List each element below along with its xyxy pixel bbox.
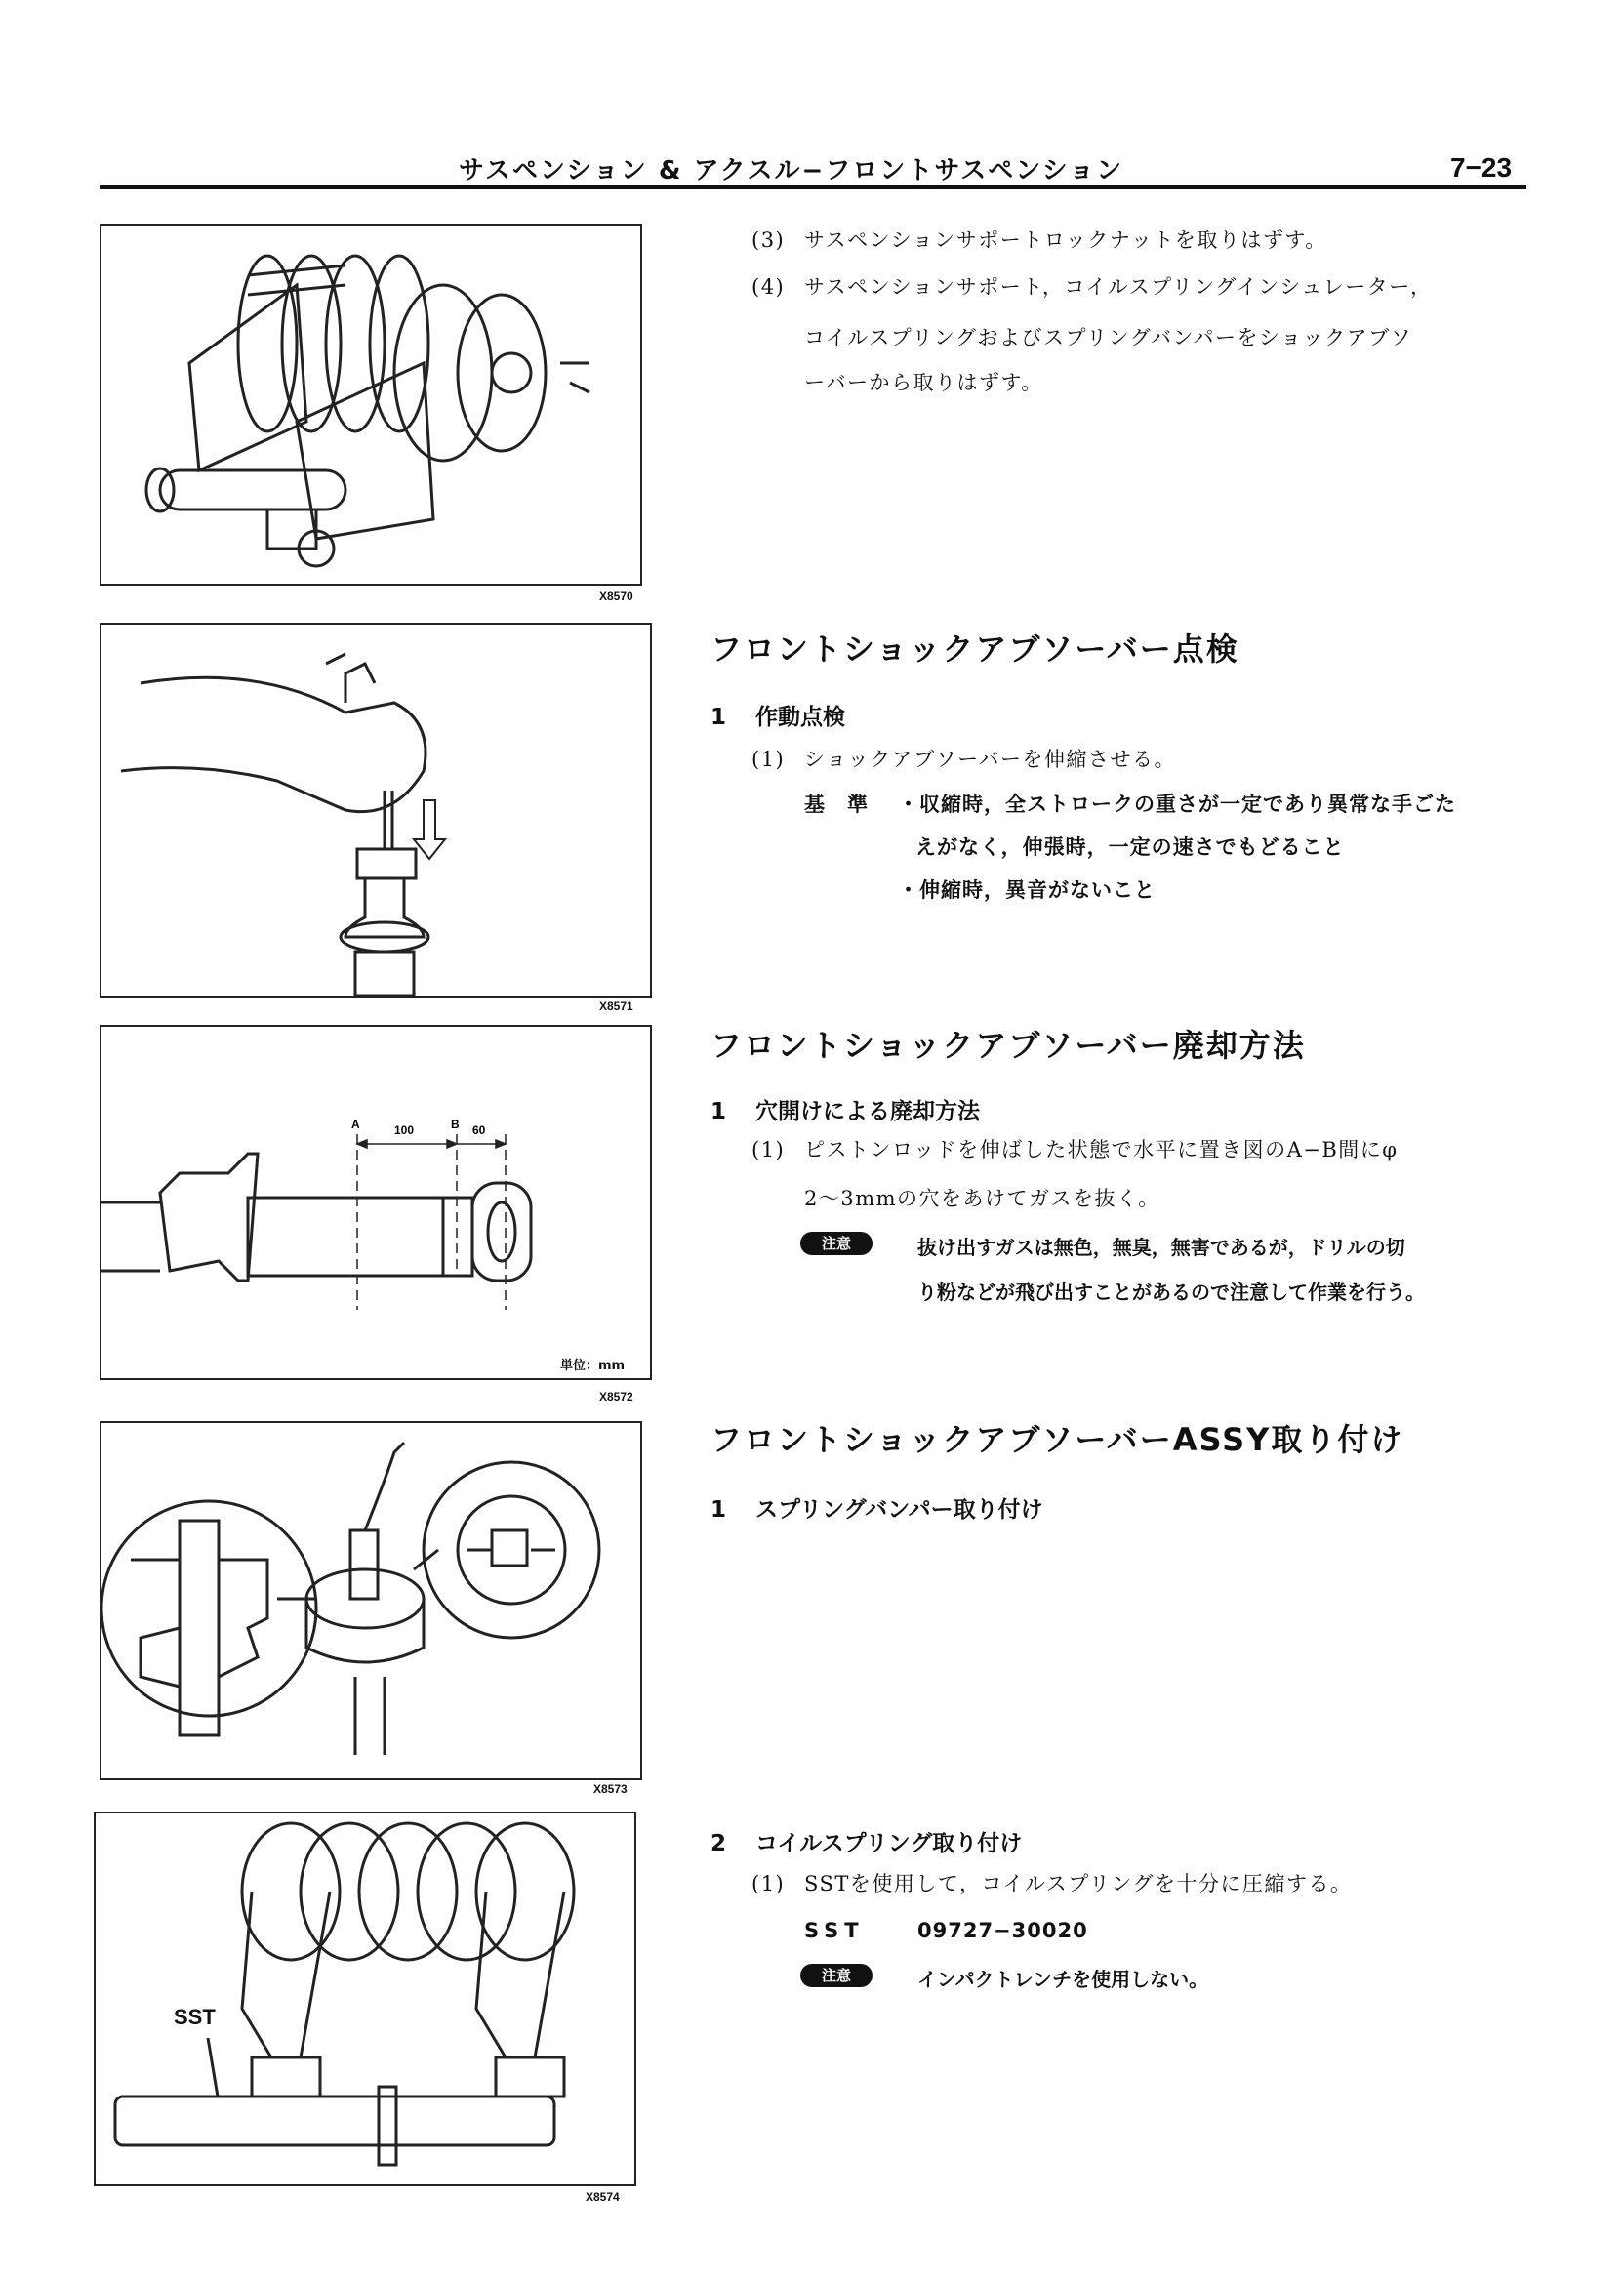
figure-code-2: X8571 [599, 999, 633, 1013]
figure-spring-install [94, 1812, 636, 2186]
inspection-step-1-num: 1 [710, 705, 727, 730]
step-4-line3: ーバーから取りはずす。 [804, 371, 1043, 394]
header-rule [100, 185, 1526, 189]
unit-label: 単位：mm [560, 1359, 626, 1373]
inspection-sub-1-text: ショックアブソーバーを伸縮させる。 [804, 748, 1177, 771]
step-4-line1: サスペンションサポート，コイルスプリングインシュレーター， [804, 275, 1433, 299]
sst-figure-label: SST [174, 2005, 216, 2029]
step-4-num: (4) [751, 275, 786, 299]
section-title-inspection: フロントショックアブソーバー点検 [710, 631, 1239, 668]
disposal-step-1 [710, 1093, 980, 1125]
step-4-line2: コイルスプリングおよびスプリングバンパーをショックアブソ [804, 326, 1413, 349]
installation-sub-1-text: SSTを使用して，コイルスプリングを十分に圧縮する。 [804, 1872, 1353, 1895]
sst-label: SST [804, 1919, 865, 1942]
dim-label-a: A [351, 1118, 360, 1131]
installation-step-2 [710, 1825, 1022, 1857]
page-number: 7−23 [1450, 152, 1513, 183]
inspection-step-1-label: 作動点検 [755, 705, 845, 730]
installation-caution-text: インパクトレンチを使用しない。 [917, 1968, 1209, 1991]
shock-inspection-illustration [102, 625, 650, 996]
disposal-caution-badge: 注意 [800, 1232, 873, 1255]
sst-number: 09727−30020 [917, 1919, 1088, 1942]
figure-disposal-drilling [100, 1025, 652, 1380]
criteria-2: ・伸縮時，異音がないこと [898, 878, 1156, 902]
inspection-sub-1 [751, 748, 1176, 771]
installation-step-1-label: スプリングバンパー取り付け [755, 1497, 1043, 1523]
dim-100: 100 [394, 1123, 415, 1137]
figure-spring-removal [100, 224, 642, 586]
installation-caution-badge: 注意 [800, 1964, 873, 1987]
disposal-step-1-label: 穴開けによる廃却方法 [755, 1099, 980, 1124]
disposal-sub-1-line2: 2〜3mmの穴をあけてガスを抜く。 [804, 1187, 1160, 1210]
inspection-sub-1-num: (1) [751, 748, 786, 771]
figure-code-1: X8570 [599, 590, 633, 603]
figure-code-3: X8572 [599, 1390, 633, 1404]
standard-label: 基 準 [804, 793, 869, 816]
step-4 [751, 275, 1432, 299]
section-title-installation: フロントショックアブソーバーASSY取り付け [710, 1421, 1404, 1458]
step-3 [751, 228, 1327, 252]
installation-sub-1 [751, 1872, 1352, 1895]
installation-step-1 [710, 1491, 1043, 1524]
disposal-caution-line1: 抜け出すガスは無色，無臭，無害であるが，ドリルの切 [917, 1236, 1405, 1259]
figure-bumper-install [100, 1421, 642, 1780]
bumper-install-illustration [102, 1423, 640, 1778]
disposal-sub-1 [751, 1138, 1398, 1161]
dim-label-b: B [451, 1118, 460, 1131]
shock-dimension-illustration [102, 1027, 650, 1378]
installation-step-2-num: 2 [710, 1831, 727, 1856]
installation-step-1-num: 1 [710, 1497, 727, 1523]
header-title: サスペンション & アクスル−フロントサスペンション [459, 156, 1124, 185]
disposal-caution-line2: り粉などが飛び出すことがあるので注意して作業を行う。 [917, 1281, 1425, 1304]
step-3-num: (3) [751, 228, 786, 252]
section-title-disposal: フロントショックアブソーバー廃却方法 [710, 1027, 1306, 1064]
figure-shock-inspection [100, 623, 652, 998]
spring-compressor-illustration [102, 226, 640, 584]
disposal-sub-1-num: (1) [751, 1138, 786, 1161]
figure-code-4: X8573 [593, 1782, 628, 1796]
criteria-1-line2: えがなく，伸張時，一定の速さでもどること [915, 835, 1345, 859]
sst-compressor-illustration [96, 1813, 634, 2184]
disposal-step-1-num: 1 [710, 1099, 727, 1124]
figure-code-5: X8574 [586, 2190, 620, 2204]
criteria-1-line1: ・収縮時，全ストロークの重さが一定であり異常な手ごた [898, 793, 1456, 816]
step-3-text: サスペンションサポートロックナットを取りはずす。 [804, 228, 1327, 252]
installation-step-2-label: コイルスプリング取り付け [755, 1831, 1023, 1856]
dim-60: 60 [472, 1123, 486, 1137]
inspection-step-1 [710, 699, 845, 731]
installation-sub-1-num: (1) [751, 1872, 786, 1895]
disposal-sub-1-line1: ピストンロッドを伸ばした状態で水平に置き図のA−B間にφ [804, 1138, 1399, 1161]
